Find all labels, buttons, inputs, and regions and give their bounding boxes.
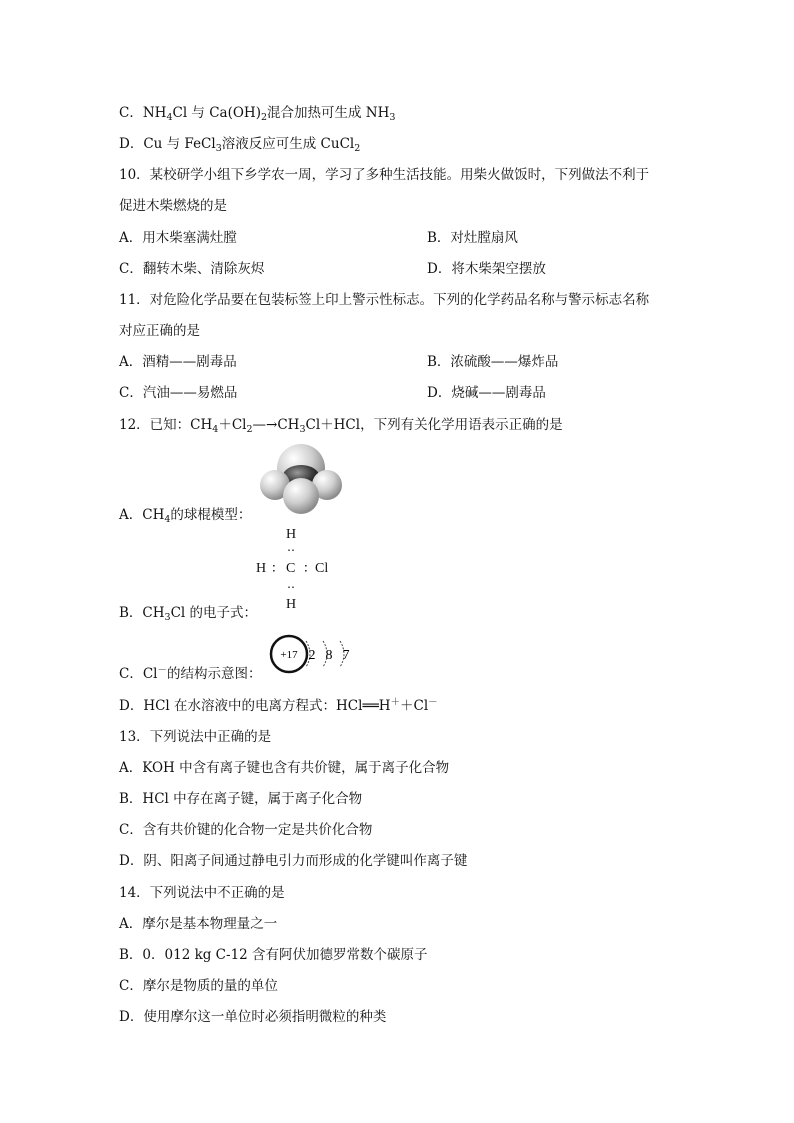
formula-h-bottom: H <box>286 597 297 612</box>
shell-2-count: 8 <box>325 648 333 663</box>
q14-option-b: B．0．012 kg C-12 含有阿伏加德罗常数个碳原子 <box>119 947 428 963</box>
formula-cl: Cl <box>315 561 329 576</box>
q12-option-c: C．Cl－的结构示意图： <box>119 665 262 682</box>
ch4-ball-model-image <box>256 443 346 518</box>
q11-option-b: B．浓硫酸——爆炸品 <box>427 354 559 370</box>
q14-option-a: A．摩尔是基本物理量之一 <box>119 916 278 932</box>
q14-stem: 14．下列说法中不正确的是 <box>119 885 285 901</box>
cl-ion-structure-diagram <box>268 633 358 675</box>
formula-dots-top: ‥ <box>287 540 296 554</box>
q9-option-c: C．$NH_4Cl$ 与 $Ca(OH)_2$混合加热可生成 $NH_3$ <box>119 105 396 123</box>
q11-option-d: D．烧碱——剧毒品 <box>427 385 546 401</box>
nucleus-label: +17 <box>280 649 298 661</box>
q13-option-c: C．含有共价键的化合物一定是共价化合物 <box>119 822 373 838</box>
shell-3-count: 7 <box>342 648 350 663</box>
q13-option-b: B．HCl 中存在离子键，属于离子化合物 <box>119 791 363 807</box>
formula-h-top: H <box>286 527 297 542</box>
formula-h-left: H <box>256 561 267 576</box>
q12-option-d: D．HCl 在水溶液中的电离方程式：HCl══H＋＋Cl－ <box>119 697 438 714</box>
q13-stem: 13．下列说法中正确的是 <box>119 729 272 745</box>
q12-option-a: A．$CH_4$的球棍模型： <box>119 507 252 525</box>
q11-stem-line2: 对应正确的是 <box>119 323 200 339</box>
formula-dots-bottom: ‥ <box>287 577 296 591</box>
q9-option-d: D．Cu 与 FeCl$_3$溶液反应可生成 CuCl$_2$ <box>119 136 361 154</box>
q10-stem-line1: 10．某校研学小组下乡学农一周，学习了多种生活技能。用柴火做饭时，下列做法不利于 <box>119 167 650 183</box>
formula-dots-left: ∶ <box>272 562 276 577</box>
q11-option-a: A．酒精——剧毒品 <box>119 354 237 370</box>
shell-1-count: 2 <box>308 648 316 663</box>
q10-stem-line2: 促进木柴燃烧的是 <box>119 198 227 214</box>
q10-option-c: C．翻转木柴、清除灰烬 <box>119 261 265 277</box>
q12-stem: 12．已知：$CH_4+Cl_2—\to CH_3Cl+HCl$，下列有关化学用语表示正确的是 <box>119 417 563 435</box>
q14-option-c: C．摩尔是物质的量的单位 <box>119 978 278 994</box>
q14-option-d: D．使用摩尔这一单位时必须指明微粒的种类 <box>119 1009 387 1025</box>
q11-option-c: C．汽油——易燃品 <box>119 385 238 401</box>
formula-c: C <box>286 561 296 576</box>
q10-option-a: A．用木柴塞满灶膛 <box>119 230 237 246</box>
q13-option-d: D．阴、阳离子间通过静电引力而形成的化学键叫作离子键 <box>119 853 468 869</box>
q10-option-b: B．对灶膛扇风 <box>427 230 518 246</box>
q10-option-d: D．将木柴架空摆放 <box>427 261 546 277</box>
q13-option-a: A．KOH 中含有离子键也含有共价键，属于离子化合物 <box>119 760 450 776</box>
q11-stem-line1: 11．对危险化学品要在包装标签上印上警示性标志。下列的化学药品名称与警示标志名称 <box>119 292 650 308</box>
q12-option-b: B．$CH_3Cl$ 的电子式： <box>119 605 258 623</box>
formula-dots-right: ∶ <box>304 562 308 577</box>
ch3cl-electron-formula <box>252 527 342 619</box>
